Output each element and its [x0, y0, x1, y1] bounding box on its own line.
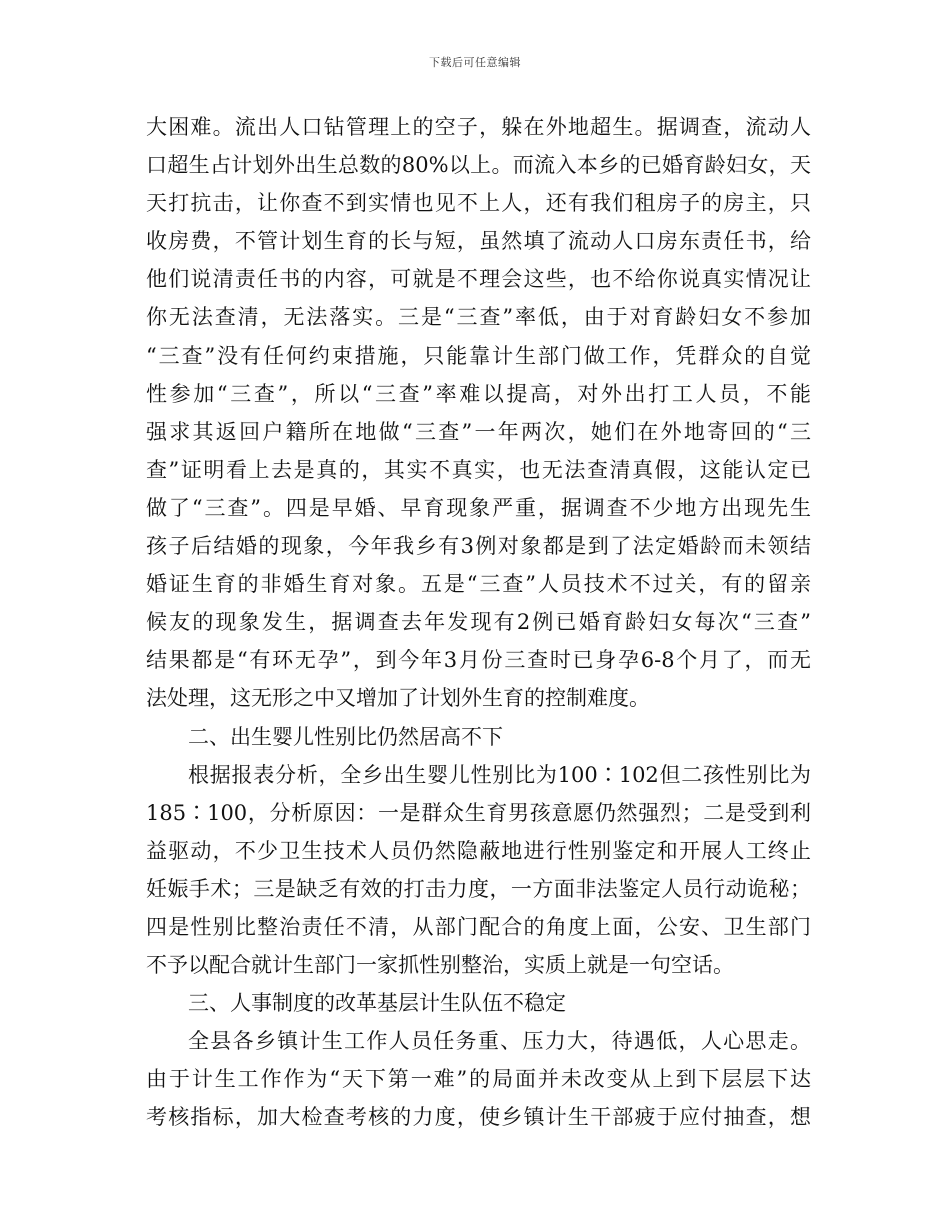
body-text — [146, 108, 811, 1137]
paragraph-line: 考核指标，加大检查考核的力度，使乡镇计生干部疲于应付抽查，想 — [146, 1105, 811, 1130]
paragraph-line: 口超生占计划外出生总数的80%以上。而流入本乡的已婚育龄妇女，天 — [146, 153, 811, 178]
paragraph-line: 强求其返回户籍所在地做“三查”一年两次，她们在外地寄回的“三 — [146, 419, 811, 444]
paragraph-line: 婚证生育的非婚生育对象。五是“三查”人员技术不过关，有的留亲 — [146, 572, 811, 597]
paragraph-line: 你无法查清，无法落实。三是“三查”率低，由于对育龄妇女不参加 — [146, 305, 811, 330]
paragraph-line: 他们说清责任书的内容，可就是不理会这些，也不给你说真实情况让 — [146, 267, 811, 292]
paragraph-line: 185∶100，分析原因：一是群众生育男孩意愿仍然强烈；二是受到利 — [146, 800, 811, 825]
paragraph-line: 做了“三查”。四是早婚、早育现象严重，据调查不少地方出现先生 — [146, 495, 811, 520]
paragraph-line: 不予以配合就计生部门一家抓性别整治，实质上就是一句空话。 — [146, 953, 734, 978]
paragraph-line: 孩子后结婚的现象，今年我乡有3例对象都是到了法定婚龄而未领结 — [146, 534, 811, 559]
section-heading: 三、人事制度的改革基层计生队伍不稳定 — [188, 991, 566, 1016]
paragraph-line: 根据报表分析，全乡出生婴儿性别比为100∶102但二孩性别比为 — [188, 762, 811, 787]
page-header: 下载后可任意编辑 — [429, 56, 521, 69]
paragraph-line: 妊娠手术；三是缺乏有效的打击力度，一方面非法鉴定人员行动诡秘； — [146, 876, 811, 901]
paragraph-line: 益驱动，不少卫生技术人员仍然隐蔽地进行性别鉴定和开展人工终止 — [146, 838, 811, 863]
paragraph-line: 法处理，这无形之中又增加了计划外生育的控制难度。 — [146, 686, 650, 711]
paragraph-line: 天打抗击，让你查不到实情也见不上人，还有我们租房子的房主，只 — [146, 191, 811, 216]
paragraph-line: 结果都是“有环无孕”，到今年3月份三查时已身孕6-8个月了，而无 — [146, 648, 811, 673]
paragraph-line: 性参加“三查”，所以“三查”率难以提高，对外出打工人员，不能 — [146, 381, 811, 406]
section-heading: 二、出生婴儿性别比仍然居高不下 — [188, 724, 503, 749]
paragraph-line: 收房费，不管计划生育的长与短，虽然填了流动人口房东责任书，给 — [146, 229, 811, 254]
paragraph-line: 大困难。流出人口钻管理上的空子，躲在外地超生。据调查，流动人 — [146, 115, 811, 139]
paragraph-line: 查”证明看上去是真的，其实不真实，也无法查清真假，这能认定已 — [146, 457, 811, 482]
paragraph-line: 四是性别比整治责任不清，从部门配合的角度上面，公安、卫生部门 — [146, 914, 811, 939]
paragraph-line: 候友的现象发生，据调查去年发现有2例已婚育龄妇女每次“三查” — [146, 610, 811, 635]
paragraph-line: “三查”没有任何约束措施，只能靠计生部门做工作，凭群众的自觉 — [146, 343, 811, 368]
paragraph-line: 由于计生工作作为“天下第一难”的局面并未改变从上到下层层下达 — [146, 1067, 811, 1092]
paragraph-line: 全县各乡镇计生工作人员任务重、压力大，待遇低，人心思走。 — [188, 1029, 811, 1054]
